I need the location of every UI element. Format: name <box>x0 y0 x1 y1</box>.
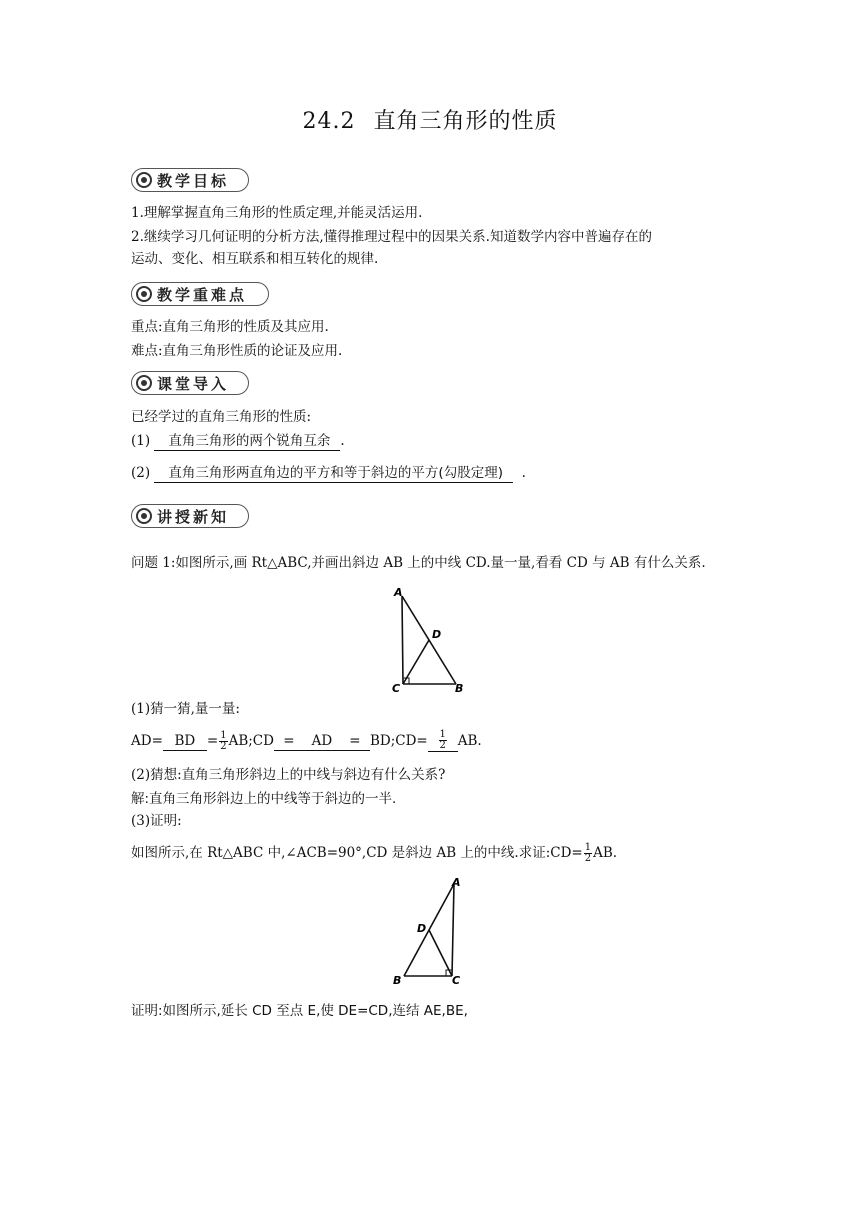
proof-heading: (3)证明: <box>131 813 182 829</box>
vertex-label-b: B <box>393 974 402 987</box>
blank-answer-1: BD <box>163 732 207 751</box>
side-ac <box>402 596 403 684</box>
blank-answer-4: = <box>340 732 370 751</box>
statement-text: 如图所示,在 Rt△ABC 中,∠ACB=90°,CD 是斜边 AB 上的中线.求证:CD= <box>131 845 583 861</box>
proof-statement <box>131 842 617 864</box>
goal-line-3: 运动、变化、相互联系和相互转化的规律. <box>131 251 379 267</box>
section-label: 教学重难点 <box>157 285 248 304</box>
goal-line-1: 1.理解掌握直角三角形的性质定理,并能灵活运用. <box>131 205 423 221</box>
section-badge-intro <box>131 371 249 395</box>
fraction-half <box>584 843 592 864</box>
vertex-label-a: A <box>452 876 461 889</box>
section-badge-goals <box>131 168 249 192</box>
frac-num: 1 <box>220 729 227 741</box>
vertex-label-c: C <box>392 682 401 695</box>
vertex-label-a: A <box>394 586 403 599</box>
title-number: 24.2 <box>302 109 356 134</box>
intro-item-1 <box>131 430 345 452</box>
intro-lead: 已经学过的直角三角形的性质: <box>131 409 312 425</box>
key-point-focus: 重点:直角三角形的性质及其应用. <box>131 319 329 335</box>
section-label: 教学目标 <box>157 171 230 190</box>
guess-line <box>131 730 482 752</box>
frac-den: 2 <box>220 740 227 752</box>
item-end: . <box>521 465 526 481</box>
frac-den: 2 <box>439 740 446 751</box>
frac-num: 1 <box>439 729 446 740</box>
blank-answer-5 <box>428 730 458 752</box>
section-label: 讲授新知 <box>157 507 230 526</box>
vertex-label-d: D <box>432 628 442 641</box>
problem-prefix: 问题 <box>131 555 158 571</box>
vertex-label-b: B <box>455 682 464 695</box>
median-cd <box>429 930 452 976</box>
section-icon <box>136 172 152 188</box>
proof-line: 证明:如图所示,延长 CD 至点 E,使 DE=CD,连结 AE,BE, <box>131 1003 468 1019</box>
statement-end: AB. <box>593 845 618 861</box>
text-ab-cd: AB;CD <box>228 733 274 749</box>
frac-den: 2 <box>584 852 592 864</box>
problem-1 <box>131 552 706 574</box>
vertex-label-c: C <box>452 974 461 987</box>
item-number: (2) <box>131 465 151 481</box>
text-bd-cd: BD;CD= <box>369 733 428 749</box>
blank-answer-3: AD <box>304 732 340 751</box>
fraction-half <box>219 731 227 752</box>
median-cd <box>403 640 429 684</box>
conjecture-question: (2)猜想:直角三角形斜边上的中线与斜边有什么关系? <box>131 767 446 783</box>
intro-item-2 <box>131 462 526 484</box>
section-badge-key-points <box>131 282 269 306</box>
page-title <box>0 104 860 135</box>
problem-text: 1:如图所示,画 Rt△ABC,并画出斜边 AB 上的中线 CD.量一量,看看 CD 与 AB 有什么关系. <box>158 555 706 571</box>
goal-line-2: 2.继续学习几何证明的分析方法,懂得推理过程中的因果关系.知道数学内容中普遍存在的 <box>131 229 652 245</box>
key-point-difficulty: 难点:直角三角形性质的论证及应用. <box>131 343 343 359</box>
section-icon <box>136 508 152 524</box>
intro-answer-1: 直角三角形的两个锐角互余 <box>154 432 340 451</box>
item-end: . <box>340 433 345 449</box>
triangle-figure-2 <box>388 872 478 990</box>
section-icon <box>136 286 152 302</box>
title-text: 直角三角形的性质 <box>373 109 558 134</box>
section-label: 课堂导入 <box>157 374 230 393</box>
section-icon <box>136 375 152 391</box>
item-number: (1) <box>131 433 151 449</box>
conjecture-answer: 解:直角三角形斜边上的中线等于斜边的一半. <box>131 791 397 807</box>
frac-num: 1 <box>584 841 592 853</box>
triangle-figure-1 <box>388 584 478 696</box>
guess-heading: (1)猜一猜,量一量: <box>131 701 240 717</box>
text-ab-end: AB. <box>457 733 482 749</box>
text-eq: = <box>206 733 219 749</box>
vertex-label-d: D <box>417 922 427 935</box>
section-badge-new-knowledge <box>131 504 249 528</box>
blank-answer-2: = <box>274 732 304 751</box>
side-ac <box>452 884 454 976</box>
intro-answer-2: 直角三角形两直角边的平方和等于斜边的平方(勾股定理) <box>154 464 513 483</box>
text-ad: AD= <box>131 733 163 749</box>
